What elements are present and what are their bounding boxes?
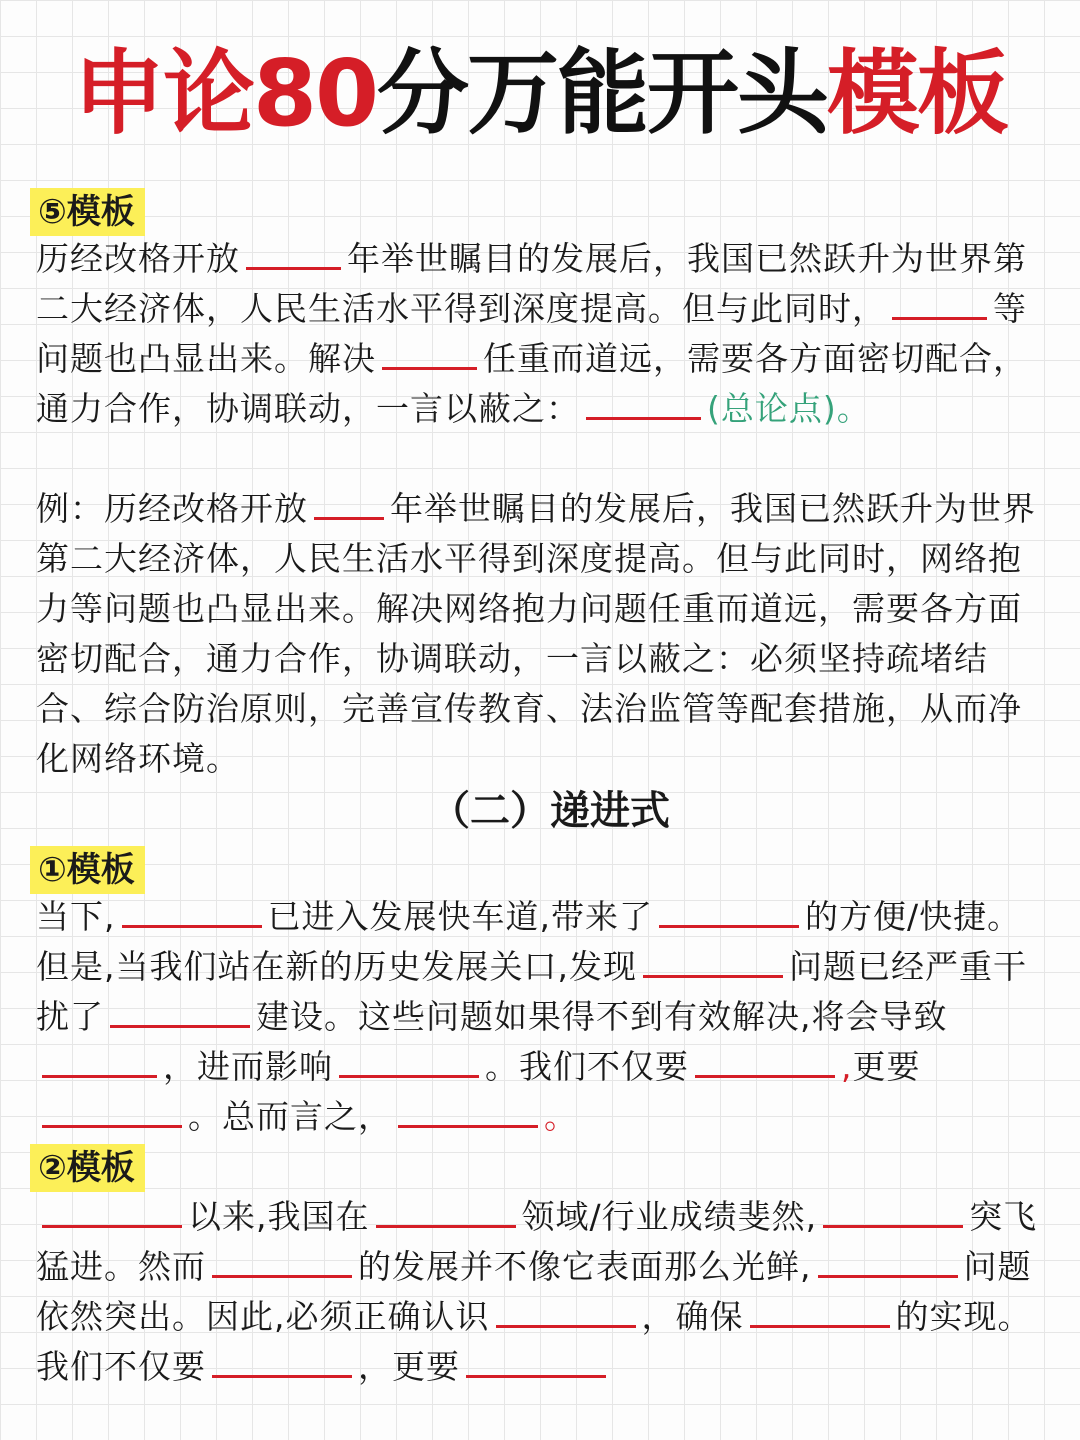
template-1-tag: ①模板 (30, 846, 145, 894)
template-5-text: 历经改格开放 年举世瞩目的发展后，我国已然跃升为世界第二大经济体，人民生活水平得到深度提高。但与此同时， 等问题也凸显出来。解决 任重而道远，需要各方面密切配合，通力合作，协调联动，一言以蔽之： (总论点)。 (36, 239, 1027, 428)
template-2-tag: ②模板 (30, 1144, 145, 1192)
blank (122, 895, 262, 928)
blank (643, 945, 783, 978)
blank (750, 1295, 890, 1328)
template-1-text: 当下, 已进入发展快车道,带来了 的方便/快捷。但是,当我们站在新的历史发展关口,发现 问题已经严重干扰了 建设。这些问题如果得不到有效解决,将会导致，进而影响 。我们不仅要 ,更要。总而言之， 。 (36, 897, 1027, 1136)
blank (892, 287, 987, 320)
blank (823, 1195, 963, 1228)
blank (398, 1095, 538, 1128)
blank (818, 1245, 958, 1278)
blank (246, 237, 341, 270)
blank (466, 1345, 606, 1378)
blank (376, 1195, 516, 1228)
section-heading: （二）递进式 (430, 788, 670, 834)
blank (42, 1045, 157, 1078)
blank (382, 337, 477, 370)
blank (212, 1345, 352, 1378)
example-text: 例：历经改格开放 年举世瞩目的发展后，我国已然跃升为世界第二大经济体，人民生活水平得到深度提高。但与此同时，网络抱力等问题也凸显出来。解决网络抱力问题任重而道远，需要各方面密切配合，通力合作，协调联动，一言以蔽之：必须坚持疏堵结合、综合防治原则，完善宣传教育、法治监管等配套措施，从而净化网络环境。 (36, 489, 1036, 778)
blank (212, 1245, 352, 1278)
template-2-text: 以来,我国在 领域/行业成绩斐然, 突飞猛进。然而 的发展并不像它表面那么光鲜, 问题依然突出。因此,必须正确认识 ，确保 的实现。我们不仅要 ，更要 (36, 1197, 1038, 1386)
page-title: 申论80分万能开头模板 (72, 40, 1008, 147)
blank (314, 487, 384, 520)
blank (42, 1195, 182, 1228)
template-5-tag: ⑤模板 (30, 188, 145, 236)
blank (339, 1045, 479, 1078)
blank (586, 387, 701, 420)
blank (496, 1295, 636, 1328)
blank (695, 1045, 835, 1078)
blank (110, 995, 250, 1028)
blank (659, 895, 799, 928)
blank (42, 1095, 182, 1128)
